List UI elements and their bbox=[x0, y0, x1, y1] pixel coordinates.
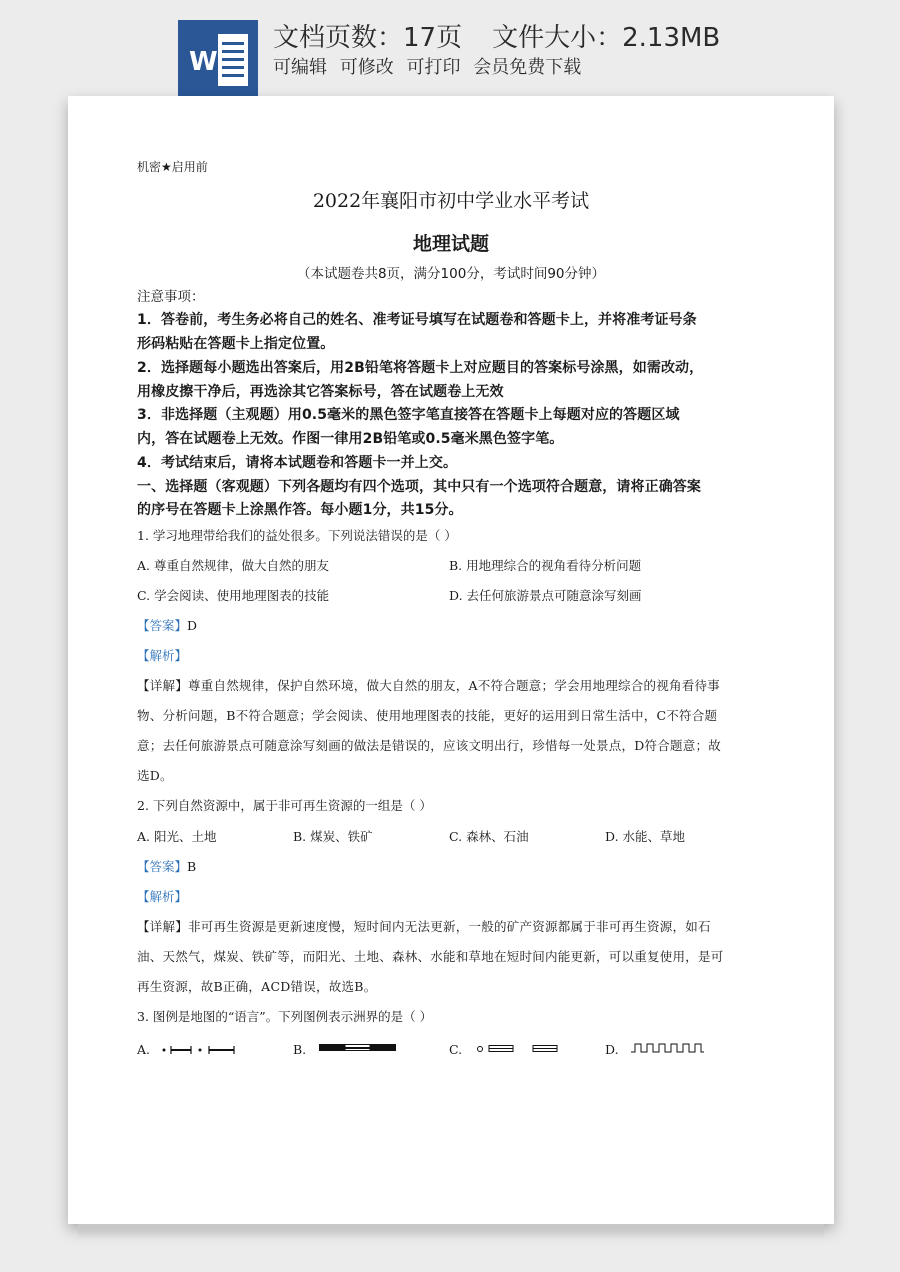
q3-option-b: B. bbox=[293, 1042, 307, 1057]
note-line: 2．选择题每小题选出答案后，用2B铅笔将答题卡上对应题目的答案标号涂黑，如需改动， bbox=[137, 360, 704, 376]
q3-option-a: A. bbox=[137, 1042, 151, 1057]
feature-modifiable: 可修改 bbox=[339, 57, 394, 78]
exam-title: 2022年襄阳市初中学业水平考试 bbox=[312, 190, 590, 212]
section-heading: 的序号在答题卡上涂黑作答。每小题1分，共15分。 bbox=[137, 502, 463, 518]
q2-option-a: A. 阳光、土地 bbox=[137, 829, 217, 844]
answer-value: B bbox=[187, 859, 197, 874]
question-2-stem: 2. 下列自然资源中，属于非可再生资源的一组是（ ） bbox=[137, 798, 432, 813]
word-doc-icon bbox=[178, 20, 258, 100]
legend-symbol-a bbox=[161, 1044, 241, 1056]
q2-detail-line: 油、天然气，煤炭、铁矿等，而阳光、土地、森林、水能和草地在短时间内能更新，可以重复使用，是可 bbox=[137, 949, 724, 964]
note-line: 1．答卷前，考生务必将自己的姓名、准考证号填写在试题卷和答题卡上，并将准考证号条 bbox=[137, 312, 697, 328]
q3-option-c: C. bbox=[449, 1042, 463, 1057]
svg-text:W: W bbox=[189, 47, 218, 77]
question-1-stem: 1. 学习地理带给我们的益处很多。下列说法错误的是（ ） bbox=[137, 528, 457, 543]
q1-answer bbox=[137, 616, 197, 634]
q1-detail-line: 选D。 bbox=[137, 768, 173, 783]
detail-tag: 【详解】 bbox=[137, 678, 189, 693]
q2-detail-line bbox=[137, 917, 711, 935]
download-banner bbox=[0, 0, 900, 96]
q2-option-c: C. 森林、石油 bbox=[449, 829, 529, 844]
q1-detail-line: 意；去任何旅游景点可随意涂写刻画的做法是错误的，应该文明出行，珍惜每一处景点，D符合题意；故 bbox=[137, 738, 722, 753]
detail-tag: 【详解】 bbox=[137, 919, 189, 934]
q1-detail-line: 物、分析问题，B不符合题意；学会阅读、使用地理图表的技能，更好的运用到日常生活中，C不符合题 bbox=[137, 708, 718, 723]
notes-heading: 注意事项： bbox=[137, 289, 205, 305]
feature-member-download[interactable]: 会员免费下载 bbox=[473, 57, 582, 78]
answer-tag: 【答案】 bbox=[137, 859, 188, 874]
feature-editable: 可编辑 bbox=[273, 57, 327, 78]
legend-symbol-c bbox=[475, 1043, 560, 1055]
confidential-mark: 机密★启用前 bbox=[137, 160, 208, 174]
q1-analysis-tag: 【解析】 bbox=[137, 648, 188, 663]
q2-detail-line: 再生资源，故B正确，ACD错误，故选B。 bbox=[137, 979, 377, 994]
file-size: 文件大小：2.13MB bbox=[492, 23, 721, 53]
feature-printable: 可打印 bbox=[406, 57, 461, 78]
note-line: 内，答在试题卷上无效。作图一律用2B铅笔或0.5毫米黑色签字笔。 bbox=[137, 431, 564, 447]
answer-value: D bbox=[187, 618, 198, 633]
q2-answer bbox=[137, 857, 196, 875]
document-page bbox=[68, 96, 834, 1224]
detail-text: 尊重自然规律，保护自然环境，做大自然的朋友，A不符合题意；学会用地理综合的视角看待事 bbox=[188, 678, 721, 693]
q1-option-a: A. 尊重自然规律，做大自然的朋友 bbox=[137, 558, 329, 573]
q2-option-d: D. 水能、草地 bbox=[605, 829, 686, 844]
page-count: 文档页数：17页 bbox=[273, 23, 463, 53]
exam-meta: （本试题卷共8页，满分100分，考试时间90分钟） bbox=[296, 266, 606, 282]
note-line: 4．考试结束后，请将本试题卷和答题卡一并上交。 bbox=[137, 455, 458, 471]
q1-option-c: C. 学会阅读、使用地理图表的技能 bbox=[137, 588, 330, 603]
section-heading: 一、选择题（客观题）下列各题均有四个选项，其中只有一个选项符合题意，请将正确答案 bbox=[137, 479, 701, 495]
detail-text: 非可再生资源是更新速度慢，短时间内无法更新，一般的矿产资源都属于非可再生资源，如石 bbox=[188, 919, 711, 934]
note-line: 形码粘贴在答题卡上指定位置。 bbox=[137, 336, 335, 352]
legend-symbol-b bbox=[319, 1043, 399, 1053]
answer-tag: 【答案】 bbox=[137, 618, 188, 633]
exam-subtitle: 地理试题 bbox=[412, 233, 489, 255]
q2-analysis-tag: 【解析】 bbox=[137, 889, 188, 904]
doc-stats bbox=[273, 18, 720, 58]
q2-option-b: B. 煤炭、铁矿 bbox=[293, 829, 373, 844]
q3-option-d: D. bbox=[605, 1042, 619, 1057]
q1-detail-line bbox=[137, 676, 720, 694]
legend-symbol-d bbox=[631, 1042, 706, 1054]
q1-option-d: D. 去任何旅游景点可随意涂写刻画 bbox=[449, 588, 642, 603]
note-line: 用橡皮擦干净后，再选涂其它答案标号，答在试题卷上无效 bbox=[137, 384, 504, 400]
note-line: 3．非选择题（主观题）用0.5毫米的黑色签字笔直接答在答题卡上每题对应的答题区域 bbox=[137, 407, 680, 423]
q1-option-b: B. 用地理综合的视角看待分析问题 bbox=[449, 558, 642, 573]
question-3-stem: 3. 图例是地图的“语言”。下列图例表示洲界的是（ ） bbox=[137, 1009, 433, 1024]
feature-list bbox=[273, 56, 588, 80]
